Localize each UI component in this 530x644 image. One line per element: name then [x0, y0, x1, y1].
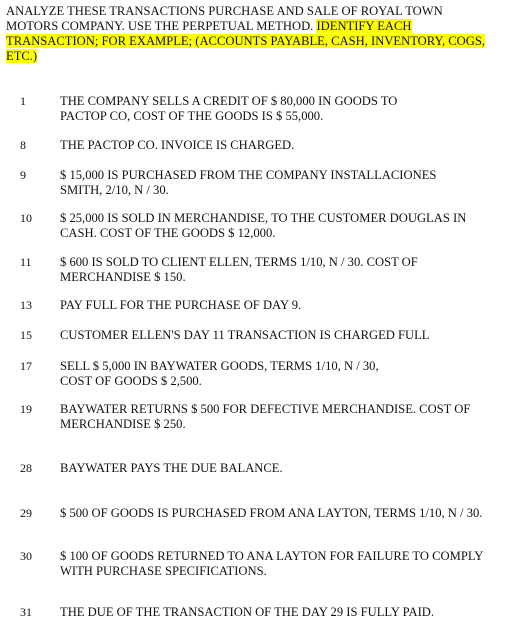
transaction-text: THE PACTOP CO. INVOICE IS CHARGED. — [60, 138, 295, 152]
transaction-text: $ 500 OF GOODS IS PURCHASED FROM ANA LAYTON, TERMS 1/10, N / 30. — [60, 506, 483, 520]
transaction-day: 17 — [20, 359, 32, 373]
transaction-day: 19 — [20, 402, 32, 416]
transaction-day: 8 — [20, 138, 26, 152]
transaction-day: 10 — [20, 211, 32, 225]
transaction-text: $ 100 OF GOODS RETURNED TO ANA LAYTON FOR FAILURE TO COMPLY WITH PURCHASE SPECIFICATIONS. — [60, 549, 484, 578]
transaction-text: CUSTOMER ELLEN'S DAY 11 TRANSACTION IS CHARGED FULL — [60, 328, 430, 342]
transaction-text: BAYWATER RETURNS $ 500 FOR DEFECTIVE MERCHANDISE. COST OF MERCHANDISE $ 250. — [60, 402, 471, 431]
transaction-text: BAYWATER PAYS THE DUE BALANCE. — [60, 461, 283, 475]
instructions-paragraph — [6, 4, 521, 64]
transaction-day: 31 — [20, 605, 32, 619]
transaction-day: 15 — [20, 328, 32, 342]
transaction-day: 1 — [20, 94, 26, 108]
transaction-day: 13 — [20, 298, 32, 312]
instructions-text: ANALYZE THESE TRANSACTIONS PURCHASE AND SALE OF ROYAL TOWN MOTORS COMPANY. USE THE PERPETUAL METHOD. — [6, 4, 443, 33]
transaction-day: 9 — [20, 168, 26, 182]
transaction-text: THE DUE OF THE TRANSACTION OF THE DAY 29 IS FULLY PAID. — [60, 605, 435, 619]
transaction-text: $ 15,000 IS PURCHASED FROM THE COMPANY INSTALLACIONES SMITH, 2/10, N / 30. — [60, 168, 437, 197]
transaction-text: $ 600 IS SOLD TO CLIENT ELLEN, TERMS 1/10, N / 30. COST OF MERCHANDISE $ 150. — [60, 255, 418, 284]
transaction-day: 30 — [20, 549, 32, 563]
transaction-text: $ 25,000 IS SOLD IN MERCHANDISE, TO THE CUSTOMER DOUGLAS IN CASH. COST OF THE GOODS $ 12,000. — [60, 211, 467, 240]
transaction-text: THE COMPANY SELLS A CREDIT OF $ 80,000 IN GOODS TO PACTOP CO, COST OF THE GOODS IS $ 55,000. — [60, 94, 398, 123]
transaction-day: 11 — [20, 255, 32, 269]
transaction-day: 29 — [20, 506, 32, 520]
transaction-day: 28 — [20, 461, 32, 475]
transaction-text: PAY FULL FOR THE PURCHASE OF DAY 9. — [60, 298, 302, 312]
transaction-text: SELL $ 5,000 IN BAYWATER GOODS, TERMS 1/10, N / 30, COST OF GOODS $ 2,500. — [60, 359, 379, 388]
instructions-highlighted-text: IDENTIFY EACH TRANSACTION; FOR EXAMPLE; (ACCOUNTS PAYABLE, CASH, INVENTORY, COGS, ETC.) — [6, 19, 485, 63]
